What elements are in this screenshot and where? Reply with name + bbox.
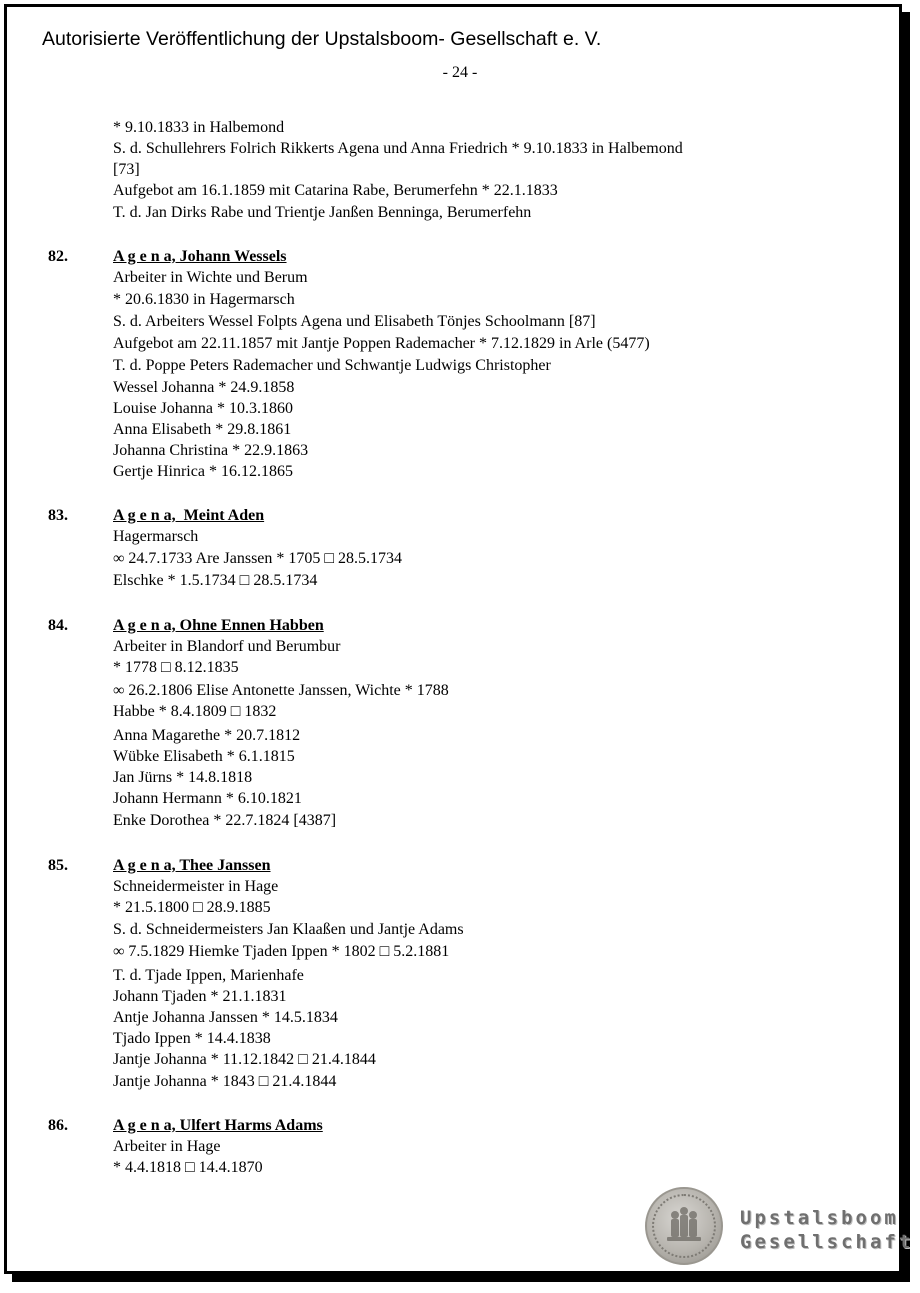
text-line: Gertje Hinrica * 16.12.1865 — [113, 463, 293, 480]
entry-name: A g e n a, Meint Aden — [113, 507, 265, 524]
text-line: * 4.4.1818 □ 14.4.1870 — [113, 1159, 263, 1176]
text-line: Jantje Johanna * 1843 □ 21.4.1844 — [113, 1073, 337, 1090]
text-line: Wübke Elisabeth * 6.1.1815 — [113, 748, 295, 765]
text-line: [73] — [113, 161, 140, 178]
entry-name: A g e n a, Johann Wessels — [113, 248, 287, 265]
seal-icon — [645, 1187, 723, 1265]
text-line: ∞ 24.7.1733 Are Janssen * 1705 □ 28.5.1734 — [113, 550, 403, 567]
text-line: Johann Hermann * 6.10.1821 — [113, 790, 302, 807]
text-line: S. d. Arbeiters Wessel Folpts Agena und Elisabeth Tönjes Schoolmann [87] — [113, 313, 596, 330]
text-line: Jantje Johanna * 11.12.1842 □ 21.4.1844 — [113, 1051, 376, 1068]
text-line: * 9.10.1833 in Halbemond — [113, 119, 285, 136]
text-line: Arbeiter in Blandorf und Berumbur — [113, 638, 341, 655]
logo-text-line1: Upstalsboom — [740, 1207, 899, 1229]
text-line: Schneidermeister in Hage — [113, 878, 279, 895]
text-line: ∞ 7.5.1829 Hiemke Tjaden Ippen * 1802 □ 5.2.1881 — [113, 943, 450, 960]
text-line: Arbeiter in Wichte und Berum — [113, 269, 308, 286]
text-line: Tjado Ippen * 14.4.1838 — [113, 1030, 271, 1047]
text-line: Jan Jürns * 14.8.1818 — [113, 769, 253, 786]
entry-number: 83. — [48, 507, 68, 524]
entry-number: 86. — [48, 1117, 68, 1134]
text-line: Anna Magarethe * 20.7.1812 — [113, 727, 301, 744]
entry-number: 84. — [48, 617, 68, 634]
text-line: T. d. Jan Dirks Rabe und Trientje Janßen Benninga, Berumerfehn — [113, 204, 532, 221]
text-line: S. d. Schullehrers Folrich Rikkerts Agena und Anna Friedrich * 9.10.1833 in Halbemond — [113, 140, 683, 157]
text-line: Elschke * 1.5.1734 □ 28.5.1734 — [113, 572, 318, 589]
text-line: T. d. Tjade Ippen, Marienhafe — [113, 967, 304, 984]
entry-name: A g e n a, Thee Janssen — [113, 857, 271, 874]
society-logo — [645, 1187, 914, 1267]
entry-name: A g e n a, Ohne Ennen Habben — [113, 617, 324, 634]
logo-text-line2: Gesellschaft — [740, 1231, 914, 1253]
text-line: S. d. Schneidermeisters Jan Klaaßen und Jantje Adams — [113, 921, 464, 938]
text-line: Hagermarsch — [113, 528, 199, 545]
entry-number: 85. — [48, 857, 68, 874]
text-line: T. d. Poppe Peters Rademacher und Schwantje Ludwigs Christopher — [113, 357, 551, 374]
text-line: Louise Johanna * 10.3.1860 — [113, 400, 293, 417]
document-header: Autorisierte Veröffentlichung der Upstalsboom- Gesellschaft e. V. — [42, 28, 602, 50]
text-line: ∞ 26.2.1806 Elise Antonette Janssen, Wichte * 1788 — [113, 682, 449, 699]
text-line: Enke Dorothea * 22.7.1824 [4387] — [113, 812, 337, 829]
text-line: * 21.5.1800 □ 28.9.1885 — [113, 899, 271, 916]
text-line: Antje Johanna Janssen * 14.5.1834 — [113, 1009, 338, 1026]
text-line: Johanna Christina * 22.9.1863 — [113, 442, 309, 459]
entry-number: 82. — [48, 248, 68, 265]
text-line: Anna Elisabeth * 29.8.1861 — [113, 421, 292, 438]
text-line: Johann Tjaden * 21.1.1831 — [113, 988, 287, 1005]
text-line: Arbeiter in Hage — [113, 1138, 221, 1155]
text-line: Aufgebot am 22.11.1857 mit Jantje Poppen Rademacher * 7.12.1829 in Arle (5477) — [113, 335, 650, 352]
page-number: - 24 - — [442, 64, 478, 81]
text-line: Habbe * 8.4.1809 □ 1832 — [113, 703, 277, 720]
text-line: * 20.6.1830 in Hagermarsch — [113, 291, 295, 308]
text-line: Wessel Johanna * 24.9.1858 — [113, 379, 295, 396]
text-line: Aufgebot am 16.1.1859 mit Catarina Rabe, Berumerfehn * 22.1.1833 — [113, 182, 558, 199]
entry-name: A g e n a, Ulfert Harms Adams — [113, 1117, 323, 1134]
text-line: * 1778 □ 8.12.1835 — [113, 659, 239, 676]
